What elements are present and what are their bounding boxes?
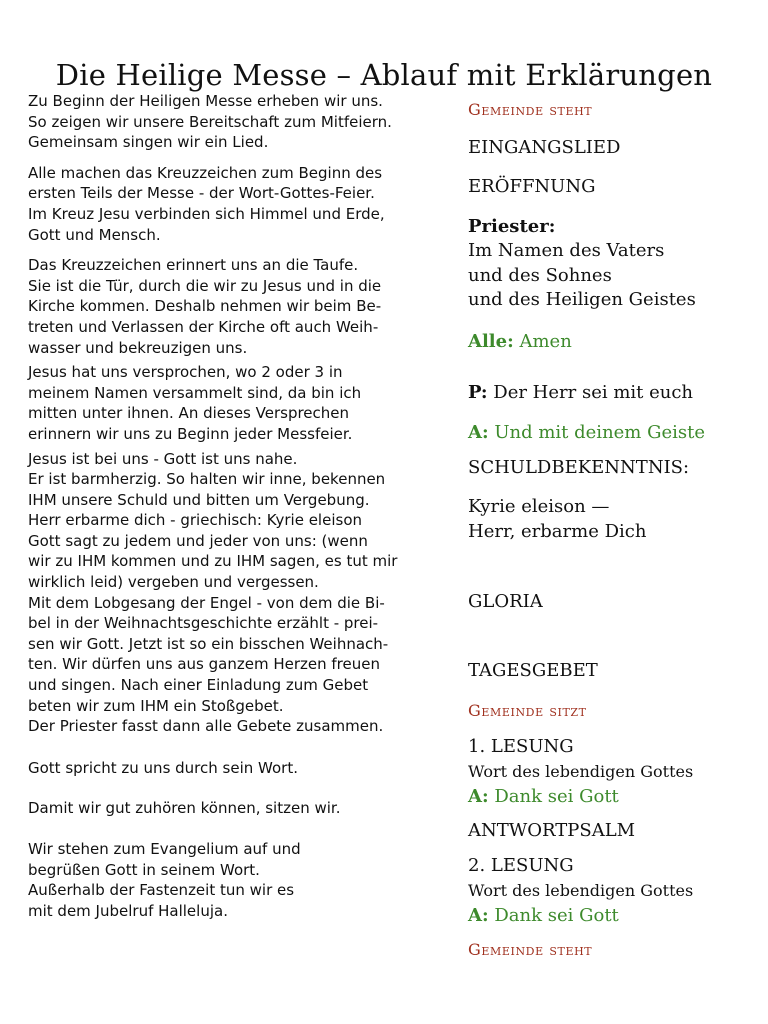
heading-lesung-1: 1. LESUNG [468,736,574,757]
lesung-2-acclamation: Wort des lebendigen Gottes [468,881,694,900]
paragraph-mercy-gloria: Jesus ist bei uns - Gott ist uns nahe. Er ist barmherzig. So halten wir inne, bekennen IHM unsere Schuld und bitten um Vergebung. Herr erbarme dich - griechisch: Kyrie eleison Gott sagt zu jedem und jeder von uns: (wenn wir zu IHM kommen und zu IHM sagen, es tut mir wirklich leid) vergeben und vergessen. Mit dem Lobgesang der Engel - von dem die Bi- bel in der Weihnachtsgeschichte erzählt - prei- sen wir Gott. Jetzt ist so ein bisschen Weihnach- ten. Wir dürfen uns aus ganzem Herzen freuen und singen. Nach einer Einladung zum Gebet beten wir zum IHM ein Stoßgebet. Der Priester fasst dann alle Gebete zusammen. [28,449,398,736]
response-lesung-1: A: Dank sei Gott [468,786,619,807]
rubric-congregation-stands: Gemeinde steht [468,100,593,119]
priest-label: Priester: [468,216,556,237]
heading-eroeffnung: ERÖFFNUNG [468,176,596,197]
heading-lesung-2: 2. LESUNG [468,855,574,876]
explanation-column [28,91,444,921]
paragraph-gospel: Wir stehen zum Evangelium auf und begrüßen Gott in seinem Wort. Außerhalb der Fastenzeit tun wir es mit dem Jubelruf Halleluja. [28,840,301,920]
paragraph-word: Gott spricht zu uns durch sein Wort. [28,758,298,777]
heading-antwortpsalm: ANTWORTPSALM [468,820,636,841]
paragraph-baptism: Das Kreuzzeichen erinnert uns an die Taufe. Sie ist die Tür, durch die wir zu Jesus und in die Kirche kommen. Deshalb nehmen wir beim Be- treten und Verlassen der Kirche oft auch Weih- wasser und bekreuzigen uns. [28,256,382,357]
response-lesung-2: A: Dank sei Gott [468,905,619,926]
paragraph-opening: Zu Beginn der Heiligen Messe erheben wir uns. So zeigen wir unsere Bereitschaft zum Mitfeiern. Gemeinsam singen wir ein Lied. [28,92,392,152]
paragraph-promise: Jesus hat uns versprochen, wo 2 oder 3 in meinem Namen versammelt sind, da bin ich mitten unter ihnen. An dieses Versprechen erinnern wir uns zu Beginn jeder Messfeier. [28,363,362,443]
lesung-1-acclamation: Wort des lebendigen Gottes [468,762,694,781]
heading-schuldbekenntnis: SCHULDBEKENNTNIS: [468,457,690,478]
rubric-congregation-stands-2: Gemeinde steht [468,940,593,959]
response-greeting: A: Und mit deinem Geiste [468,422,706,443]
paragraph-sitting: Damit wir gut zuhören können, sitzen wir. [28,799,341,818]
priest-greeting: P: Der Herr sei mit euch [468,382,694,403]
heading-eingangslied: EINGANGSLIED [468,137,621,158]
priest-invocation: Im Namen des Vaters und des Sohnes und des Heiligen Geistes [468,240,696,310]
rubric-congregation-sits: Gemeinde sitzt [468,701,587,720]
response-amen: Alle: Amen [468,331,572,352]
page-title: Die Heilige Messe – Ablauf mit Erklärungen [55,58,713,93]
paragraph-sign-of-cross: Alle machen das Kreuzzeichen zum Beginn des ersten Teils der Messe - der Wort-Gottes-Feier. Im Kreuz Jesu verbinden sich Himmel und Erde, Gott und Mensch. [28,163,385,244]
kyrie-text: Kyrie eleison — Herr, erbarme Dich [468,496,647,542]
heading-tagesgebet: TAGESGEBET [468,660,598,681]
heading-gloria: GLORIA [468,591,543,612]
